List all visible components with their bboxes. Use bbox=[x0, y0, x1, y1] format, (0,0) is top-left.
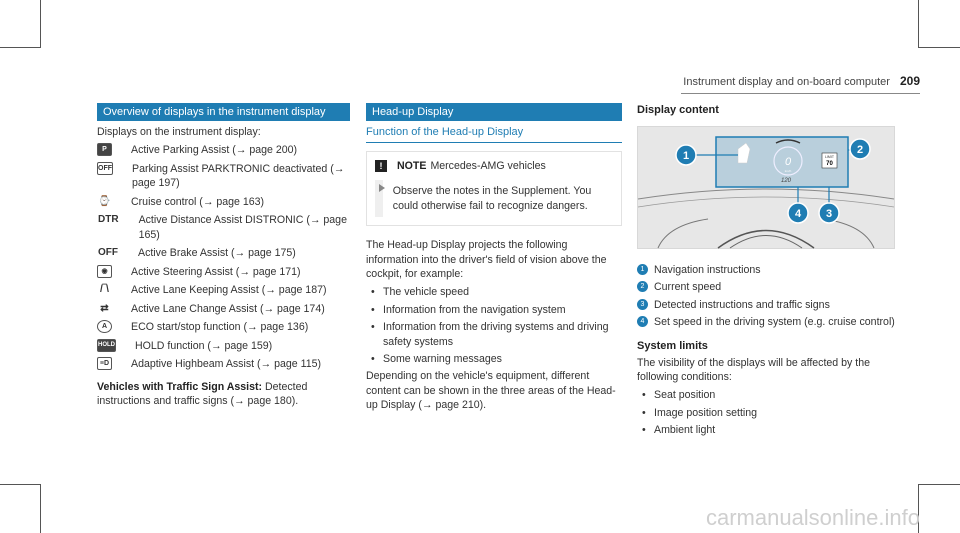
list-item: • Information from the driving systems and driving safety systems bbox=[366, 320, 622, 349]
exclamation-icon: ! bbox=[375, 160, 387, 172]
legend-text: Navigation instructions bbox=[654, 263, 761, 276]
item-text[interactable]: Active Lane Change Assist (→ page 174) bbox=[131, 302, 325, 315]
legend-text: Detected instructions and traffic signs bbox=[654, 298, 830, 311]
crop-mark bbox=[918, 47, 960, 48]
legend-number: 4 bbox=[637, 316, 648, 327]
note-body bbox=[375, 180, 613, 217]
section-title: Instrument display and on-board computer bbox=[683, 76, 890, 88]
limit-value: 70 bbox=[826, 160, 833, 167]
legend-item bbox=[637, 263, 895, 277]
header-rule bbox=[681, 93, 920, 94]
legend-number: 3 bbox=[637, 299, 648, 310]
speed-readout: 0 bbox=[784, 155, 792, 168]
legend-item bbox=[637, 280, 895, 294]
display-content-heading: Display content bbox=[637, 104, 719, 116]
callout-4: 4 bbox=[794, 207, 802, 220]
item-text[interactable]: Parking Assist PARKTRONIC deactivated (→ page 197) bbox=[132, 162, 345, 190]
item-text[interactable]: Cruise control (→ page 163) bbox=[131, 195, 265, 208]
note-label: NOTE bbox=[397, 159, 427, 172]
hud-illustration bbox=[637, 126, 895, 249]
crop-mark bbox=[918, 0, 919, 48]
speed-unit: km/h bbox=[784, 168, 792, 173]
item-text[interactable]: Active Brake Assist (→ page 175) bbox=[138, 247, 296, 260]
eco-start-stop-icon: A bbox=[97, 320, 112, 333]
column-overview bbox=[97, 103, 350, 412]
arrow-right-icon bbox=[375, 180, 383, 217]
page-header bbox=[683, 73, 920, 90]
distronic-icon: DTR bbox=[98, 214, 119, 226]
hold-icon: HOLD bbox=[97, 339, 116, 352]
overview-heading: Overview of displays in the instrument display bbox=[97, 103, 350, 121]
list-item: • Image position setting bbox=[637, 406, 895, 420]
list-item bbox=[97, 143, 350, 157]
list-item: • The vehicle speed bbox=[366, 285, 622, 299]
legend-item bbox=[637, 298, 895, 312]
hud-closing[interactable]: Depending on the vehicle's equipment, different content can be shown in the three areas of the Head-up Display (→ page 210). bbox=[366, 370, 616, 412]
parktronic-off-icon: OFF bbox=[97, 162, 113, 175]
list-item bbox=[97, 283, 350, 297]
column-display-content bbox=[637, 103, 895, 441]
list-item bbox=[97, 265, 350, 279]
steering-assist-icon: ◉ bbox=[97, 265, 112, 278]
list-item: • Ambient light bbox=[637, 423, 895, 437]
watermark: carmanualsonline.info bbox=[705, 505, 920, 531]
indicator-list bbox=[97, 143, 350, 371]
hud-intro: The Head-up Display projects the following information into the driver's field of vision above the cockpit, for example: bbox=[366, 239, 607, 280]
note-text: Observe the notes in the Supplement. You could otherwise fail to recognize dangers. bbox=[392, 185, 592, 212]
parking-assist-icon: P bbox=[97, 143, 112, 156]
item-text[interactable]: Active Steering Assist (→ page 171) bbox=[131, 265, 301, 278]
list-item bbox=[97, 302, 350, 316]
traffic-sign-text[interactable]: Detected instructions and traffic signs (→ page 180). bbox=[97, 380, 308, 408]
item-text[interactable]: Active Parking Assist (→ page 200) bbox=[131, 144, 298, 157]
list-item: • Information from the navigation system bbox=[366, 303, 622, 317]
legend-text: Set speed in the driving system (e.g. cruise control) bbox=[654, 316, 895, 329]
crop-mark bbox=[0, 47, 41, 48]
traffic-sign-paragraph bbox=[97, 380, 350, 409]
list-item: • Seat position bbox=[637, 388, 895, 402]
crop-mark bbox=[40, 0, 41, 48]
list-item bbox=[97, 339, 350, 353]
list-item bbox=[97, 195, 350, 209]
list-item bbox=[97, 246, 350, 260]
callout-3: 3 bbox=[825, 207, 833, 220]
callout-1: 1 bbox=[682, 149, 690, 162]
hud-bullets bbox=[366, 285, 622, 366]
list-item bbox=[97, 357, 350, 371]
crop-mark bbox=[40, 484, 41, 533]
overview-intro: Displays on the instrument display: bbox=[97, 126, 261, 138]
list-item bbox=[97, 162, 350, 191]
page-number: 209 bbox=[899, 74, 920, 88]
item-text[interactable]: Active Lane Keeping Assist (→ page 187) bbox=[131, 284, 327, 297]
item-text[interactable]: Adaptive Highbeam Assist (→ page 115) bbox=[131, 358, 322, 371]
note-header bbox=[367, 152, 621, 176]
system-limits-intro: The visibility of the displays will be affected by the following conditions: bbox=[637, 356, 870, 383]
hud-heading: Head-up Display bbox=[366, 103, 622, 121]
figure-legend bbox=[637, 263, 895, 330]
system-limits-list bbox=[637, 388, 895, 437]
callout-2: 2 bbox=[856, 143, 864, 156]
legend-text: Current speed bbox=[654, 281, 722, 294]
item-text[interactable]: HOLD function (→ page 159) bbox=[135, 339, 273, 352]
hud-drawing bbox=[638, 127, 894, 248]
cruise-control-icon: ⌚ bbox=[98, 195, 111, 207]
legend-number: 1 bbox=[637, 264, 648, 275]
list-item: • Some warning messages bbox=[366, 352, 622, 366]
crop-mark bbox=[918, 484, 960, 485]
list-item bbox=[97, 213, 350, 242]
column-hud bbox=[366, 103, 622, 417]
crop-mark bbox=[0, 484, 41, 485]
legend-item bbox=[637, 315, 895, 329]
traffic-sign-label: Vehicles with Traffic Sign Assist: bbox=[97, 380, 263, 393]
system-limits-heading: System limits bbox=[637, 339, 708, 352]
hud-function-heading: Function of the Head-up Display bbox=[366, 125, 622, 143]
item-text[interactable]: ECO start/stop function (→ page 136) bbox=[131, 321, 309, 334]
lane-keeping-icon: /‾\ bbox=[100, 284, 109, 296]
lane-change-icon: ⇄ bbox=[100, 302, 109, 314]
limit-label: LIMIT bbox=[825, 154, 834, 159]
highbeam-assist-icon: ≡D bbox=[97, 357, 112, 370]
set-speed: 120 bbox=[781, 177, 792, 184]
legend-number: 2 bbox=[637, 281, 648, 292]
note-title: Mercedes-AMG vehicles bbox=[430, 159, 546, 172]
list-item bbox=[97, 320, 350, 334]
note-box bbox=[366, 151, 622, 226]
brake-assist-icon: OFF bbox=[98, 247, 118, 259]
item-text[interactable]: Active Distance Assist DISTRONIC (→ page 165) bbox=[138, 214, 347, 241]
